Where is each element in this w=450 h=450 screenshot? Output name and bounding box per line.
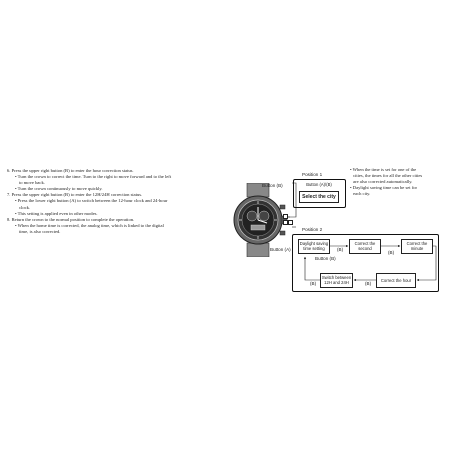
- button-b-label: Button (B): [262, 183, 283, 188]
- step-line: 8. Return the crown to the normal position to complete the operation.: [7, 216, 135, 222]
- step-line: • This setting is applied even in other modes.: [15, 210, 98, 216]
- switch-line1: Switch between: [321, 275, 352, 280]
- position-2-label: Position 2: [302, 227, 323, 232]
- position-1-label: Position 1: [302, 172, 323, 177]
- b-label-top-1: (B): [337, 247, 344, 252]
- note-line: • When the time is set for one of the: [350, 167, 417, 172]
- step-line: 7. Press the upper right button (B) to enter the 12H/24H correction status.: [7, 192, 143, 198]
- second-line2: second: [358, 245, 372, 251]
- position-2-panel: [292, 234, 439, 292]
- notes: [350, 167, 440, 197]
- switch-line2: 12H and 24H: [324, 279, 349, 285]
- second-line1: Correct the: [354, 241, 376, 246]
- minute-line1: Correct the: [406, 241, 428, 246]
- step-line: • Press the lower right button (A) to switch between the 12-hour clock and 24-hour: [15, 198, 168, 204]
- note-line: cities, the times for all the other cities: [353, 173, 423, 179]
- step-line: • Turn the crown continuously to move quickly.: [15, 186, 103, 192]
- note-line: are also corrected automatically.: [353, 179, 413, 185]
- dst-line2: time setting: [303, 245, 325, 251]
- hour-text: Correct the hour: [380, 278, 412, 283]
- select-city-text: Select the city: [302, 194, 336, 200]
- button-b-under-dst: Button (B): [315, 256, 336, 261]
- step-line: clock.: [19, 204, 31, 210]
- step-line: time, is also corrected.: [19, 228, 61, 234]
- note-line: • Daylight saving time can be set for: [350, 185, 418, 191]
- select-city-box: [299, 191, 339, 203]
- step-line: • Turn the crown to correct the time. Turn to the right to move forward and to the left: [15, 174, 172, 180]
- dst-line1: Daylight saving: [299, 241, 329, 246]
- note-line: each city.: [353, 191, 371, 197]
- b-label-bottom-2: (B): [310, 281, 317, 286]
- instruction-steps: [7, 168, 215, 235]
- b-label-top-2: (B): [388, 250, 395, 255]
- flow-arrows: [293, 235, 440, 293]
- position-1-panel: [293, 179, 346, 208]
- step-line: to move back.: [19, 180, 45, 186]
- step-line: • When the home time is corrected, the analog time, which is linked to the digital: [15, 222, 164, 228]
- b-label-bottom-1: (B): [365, 281, 372, 286]
- minute-line2: minute: [410, 245, 424, 251]
- button-a-label: Button (A): [270, 247, 291, 252]
- step-line: 6. Press the upper right button (B) to enter the hour correction status.: [7, 168, 134, 173]
- pos1-button-text: Button (A)/(B): [306, 182, 332, 187]
